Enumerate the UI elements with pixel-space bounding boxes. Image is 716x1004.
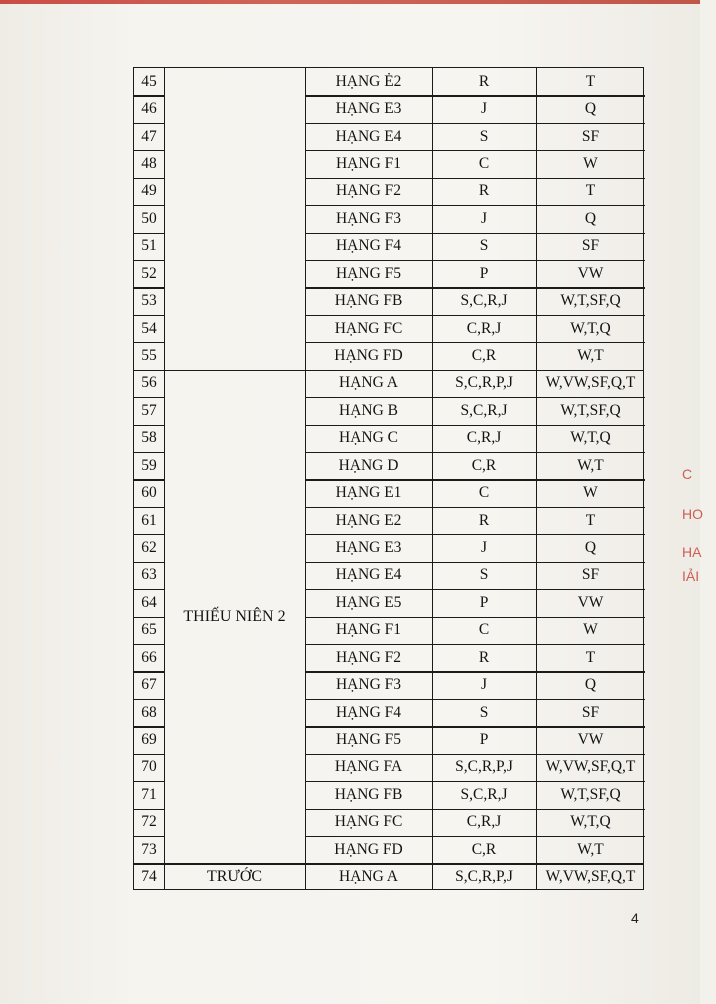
row-number-cell: 45	[141, 72, 157, 90]
col4-cell: VW	[577, 731, 604, 749]
stamp-text: HA	[682, 544, 702, 560]
col4-cell: VW	[577, 264, 604, 282]
row-number-cell: 58	[141, 429, 157, 447]
col4-cell: T	[585, 72, 596, 90]
row-number-cell: 55	[141, 347, 157, 364]
col3-cell: S,C,R,J	[460, 292, 508, 310]
group-cell-1	[164, 68, 305, 370]
col3-cell: J	[480, 676, 488, 694]
col3-cell: P	[479, 593, 489, 611]
hang-cell: HẠNG E4	[335, 127, 402, 145]
hang-cell: HẠNG FD	[334, 840, 403, 858]
col4-cell: W,T,SF,Q	[560, 292, 621, 310]
hang-cell: HẠNG C	[339, 429, 398, 447]
row-number-cell: 64	[141, 593, 157, 611]
hang-cell: HẠNG E5	[335, 593, 402, 611]
col3-cell: J	[480, 209, 488, 227]
col4-cell: W,T,Q	[570, 813, 611, 831]
hang-cell: HẠNG FC	[334, 813, 403, 831]
hang-cell: HẠNG F4	[335, 237, 402, 255]
hang-cell: HẠNG FB	[334, 785, 403, 803]
col4-cell: VW	[577, 593, 604, 611]
row-number-cell: 67	[141, 676, 157, 694]
row-number-cell: 62	[141, 539, 157, 556]
col3-cell: C,R	[471, 840, 497, 858]
row-number-cell: 46	[141, 100, 157, 118]
row-number-cell: 56	[141, 374, 157, 392]
hang-cell: HẠNG F5	[335, 264, 402, 282]
col4-cell: Q	[584, 100, 597, 118]
row-number-cell: 70	[141, 758, 157, 776]
col3-cell: S,C,R,P,J	[455, 758, 513, 776]
col4-cell: T	[585, 648, 596, 666]
hang-cell: HẠNG Ė2	[335, 72, 402, 90]
row-number-cell: 59	[141, 456, 157, 474]
hang-cell: HẠNG FD	[334, 347, 403, 364]
col4-cell: SF	[581, 237, 600, 255]
row-number-cell: 49	[141, 182, 157, 200]
row-number-cell: 51	[141, 237, 157, 255]
row-number-cell: 50	[141, 209, 157, 227]
col4-cell: W,VW,SF,Q,T	[545, 868, 636, 886]
col3-cell: P	[479, 264, 489, 282]
row-number-cell: 68	[141, 703, 157, 721]
col3-cell: S	[479, 127, 489, 145]
group-cell-truoc: TRƯỚC	[206, 868, 263, 886]
col3-cell: S	[479, 566, 489, 584]
hang-cell: HẠNG E1	[335, 484, 402, 502]
col3-cell: C	[478, 484, 490, 502]
stamp-text: HO	[682, 506, 703, 522]
col4-cell: SF	[581, 566, 600, 584]
row-number-cell: 52	[141, 264, 157, 282]
col4-cell: W,T	[577, 840, 604, 858]
row-number-cell: 47	[141, 127, 157, 145]
group-cell-thieu-nien-2: THIẾU NIÊN 2	[183, 607, 286, 625]
col3-cell: R	[478, 511, 490, 529]
col3-cell: C,R	[471, 456, 497, 474]
top-edge-stripe	[0, 0, 700, 4]
hang-cell: HẠNG B	[339, 401, 398, 419]
row-number-cell: 73	[141, 840, 157, 858]
col3-cell: C	[478, 154, 490, 172]
col4-cell: Q	[584, 539, 597, 556]
hang-cell: HẠNG FC	[334, 319, 403, 337]
hang-cell: HẠNG F2	[335, 182, 402, 200]
col3-cell: S,C,R,J	[460, 785, 508, 803]
col4-cell: W,T,Q	[570, 429, 611, 447]
col4-cell: W,VW,SF,Q,T	[545, 374, 636, 392]
stamp-text: IẢI	[682, 568, 700, 584]
col4-cell: W,VW,SF,Q,T	[545, 758, 636, 776]
hang-cell: HẠNG F3	[335, 676, 402, 694]
col3-cell: C,R,J	[466, 813, 502, 831]
row-number-cell: 72	[141, 813, 157, 831]
hang-cell: HẠNG E3	[335, 100, 402, 118]
col4-cell: W,T,SF,Q	[560, 401, 621, 419]
col4-cell: W,T	[577, 456, 604, 474]
row-number-cell: 74	[141, 868, 157, 886]
red-stamp-fragment	[676, 466, 716, 626]
row-number-cell: 48	[141, 154, 157, 172]
col4-cell: W	[583, 484, 598, 502]
hang-cell: HẠNG FA	[334, 758, 403, 776]
col3-cell: C	[478, 621, 490, 639]
col3-cell: C,R,J	[466, 319, 502, 337]
hang-cell: HẠNG F1	[335, 154, 402, 172]
page-number: 4	[631, 910, 639, 926]
col3-cell: S	[479, 703, 489, 721]
row-number-cell: 54	[141, 319, 157, 337]
col3-cell: J	[480, 100, 488, 118]
col3-cell: R	[478, 182, 490, 200]
col3-cell: C,R,J	[466, 429, 502, 447]
col3-cell: J	[480, 539, 488, 556]
col4-cell: SF	[581, 127, 600, 145]
col4-cell: W,T,SF,Q	[560, 785, 621, 803]
col4-cell: W,T	[577, 347, 604, 364]
stamp-text: C	[682, 466, 693, 482]
col3-cell: S,C,R,P,J	[455, 868, 513, 886]
category-table	[133, 67, 644, 890]
row-number-cell: 60	[141, 484, 157, 502]
col4-cell: SF	[581, 703, 600, 721]
hang-cell: HẠNG F2	[335, 648, 402, 666]
hang-cell: HẠNG F5	[335, 731, 402, 749]
col4-cell: W	[583, 621, 598, 639]
hang-cell: HẠNG E4	[335, 566, 402, 584]
row-number-cell: 69	[141, 731, 157, 749]
hang-cell: HẠNG D	[338, 456, 399, 474]
hang-cell: HẠNG A	[339, 374, 398, 392]
col3-cell: C,R	[471, 347, 497, 364]
hang-cell: HẠNG A	[339, 868, 398, 886]
col3-cell: R	[478, 72, 490, 90]
col3-cell: S,C,R,P,J	[455, 374, 513, 392]
hang-cell: HẠNG FB	[334, 292, 403, 310]
col4-cell: T	[585, 511, 596, 529]
col4-cell: W,T,Q	[570, 319, 611, 337]
row-number-cell: 53	[141, 292, 157, 310]
hang-cell: HẠNG F4	[335, 703, 402, 721]
col4-cell: W	[583, 154, 598, 172]
col4-cell: T	[585, 182, 596, 200]
hang-cell: HẠNG F3	[335, 209, 402, 227]
hang-cell: HẠNG E3	[335, 539, 402, 556]
row-number-cell: 66	[141, 648, 157, 666]
row-number-cell: 65	[141, 621, 157, 639]
row-number-cell: 71	[141, 785, 157, 803]
row-number-cell: 57	[141, 401, 157, 419]
hang-cell: HẠNG F1	[335, 621, 402, 639]
col3-cell: S	[479, 237, 489, 255]
col4-cell: Q	[584, 676, 597, 694]
col3-cell: P	[479, 731, 489, 749]
row-number-cell: 61	[141, 511, 157, 529]
col4-cell: Q	[584, 209, 597, 227]
row-number-cell: 63	[141, 566, 157, 584]
col3-cell: R	[478, 648, 490, 666]
col3-cell: S,C,R,J	[460, 401, 508, 419]
hang-cell: HẠNG E2	[335, 511, 402, 529]
